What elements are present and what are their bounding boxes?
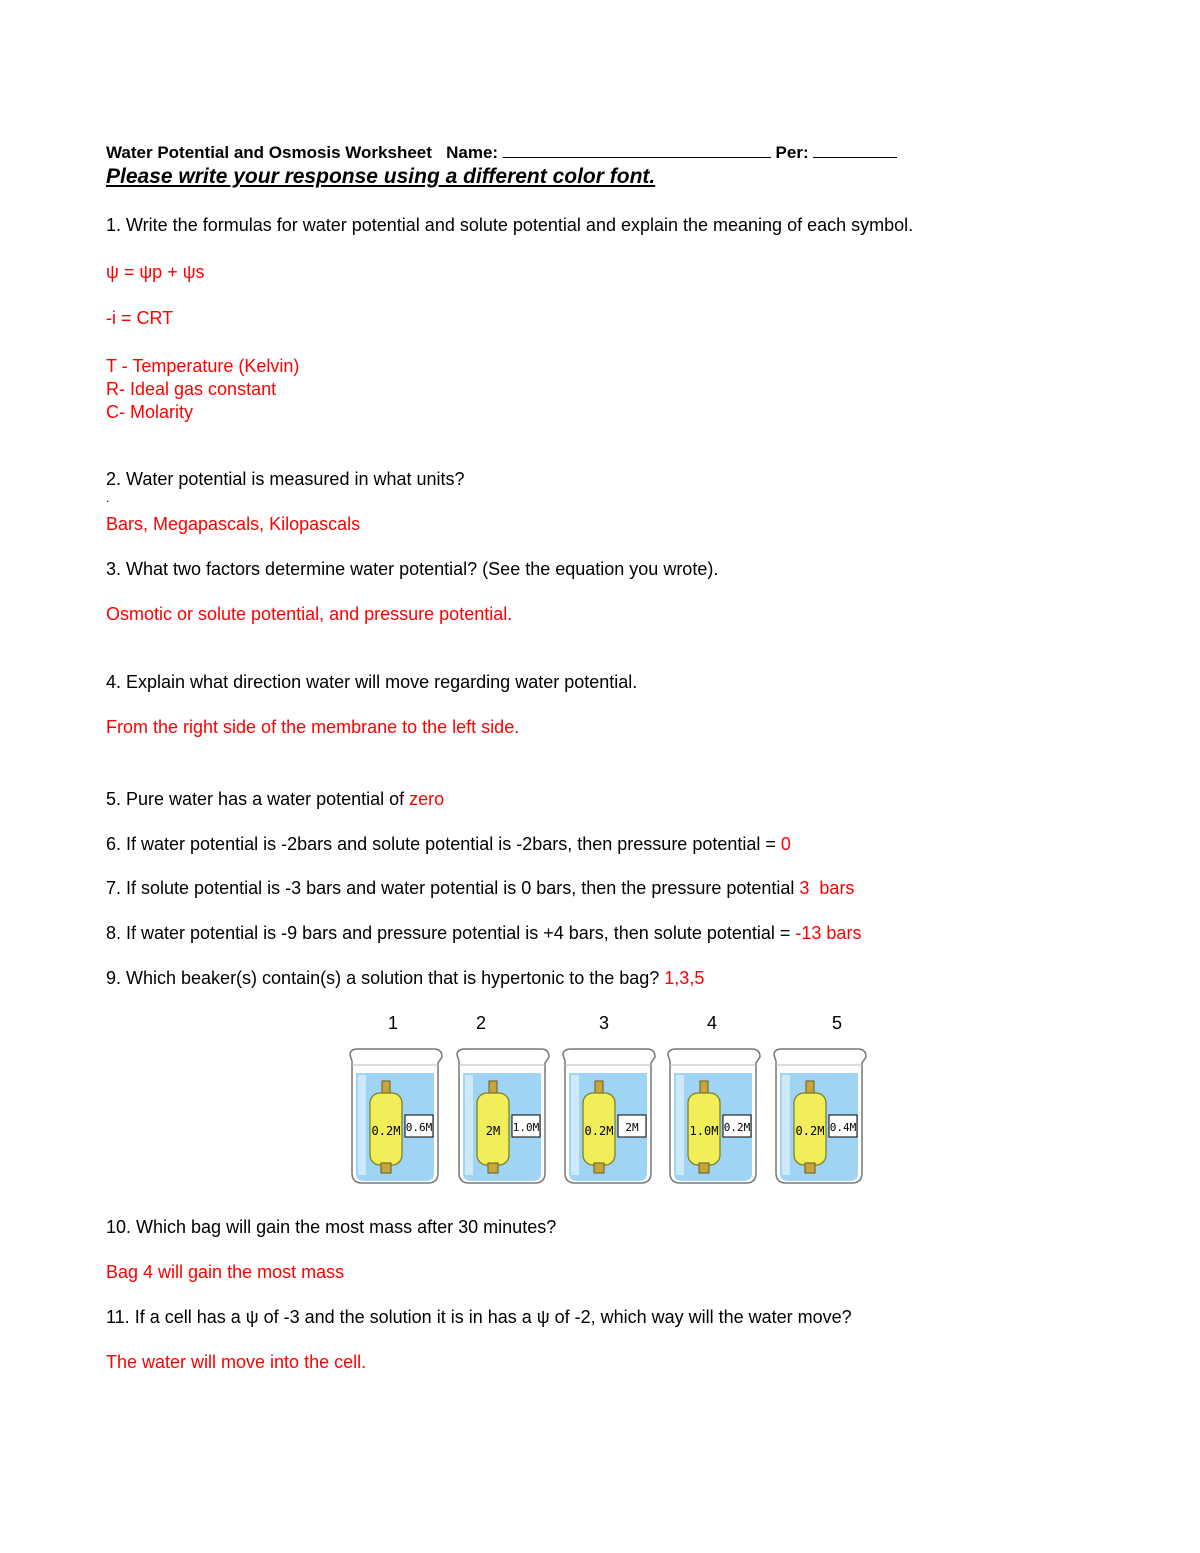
beaker-number-3: 3 <box>599 1013 610 1033</box>
answer-2: Bars, Megapascals, Kilopascals <box>106 514 361 534</box>
bag-bottom <box>381 1163 391 1173</box>
beaker-number-4: 4 <box>707 1013 718 1033</box>
solution-concentration: 0.2M <box>723 1121 751 1134</box>
question-11: 11. If a cell has a ψ of -3 and the solution it is in has a ψ of -2, which way will the water move? <box>106 1307 852 1327</box>
question-6: 6. If water potential is -2bars and solute potential is -2bars, then pressure potential = 0 <box>106 834 791 854</box>
bag-tie <box>806 1081 814 1093</box>
answer-3: Osmotic or solute potential, and pressure potential. <box>106 604 513 624</box>
beakers-svg <box>343 1045 868 1185</box>
answer-1-gas-constant: R- Ideal gas constant <box>106 379 277 399</box>
bag-tie <box>489 1081 497 1093</box>
bag-bottom <box>805 1163 815 1173</box>
solution-concentration: 2M <box>625 1121 639 1134</box>
beaker-number-2: 2 <box>476 1013 487 1033</box>
beaker-2 <box>457 1049 549 1183</box>
bag-tie <box>700 1081 708 1093</box>
solution-concentration: 0.6M <box>405 1121 433 1134</box>
question-7: 7. If solute potential is -3 bars and water potential is 0 bars, then the pressure potential 3 bars <box>106 878 855 898</box>
answer-9: 1,3,5 <box>664 968 705 988</box>
instruction-text: Please write your response using a different color font. <box>106 165 656 188</box>
solution-concentration: 0.4M <box>829 1121 857 1134</box>
beaker-highlight <box>358 1075 366 1175</box>
beakers-illustration <box>343 1045 868 1185</box>
answer-5: zero <box>409 789 445 809</box>
question-2: 2. Water potential is measured in what units? <box>106 469 465 489</box>
question-4: 4. Explain what direction water will move regarding water potential. <box>106 672 638 692</box>
question-10: 10. Which bag will gain the most mass after 30 minutes? <box>106 1217 557 1237</box>
period-label: Per: <box>775 143 809 162</box>
answer-11: The water will move into the cell. <box>106 1352 367 1372</box>
question-5: 5. Pure water has a water potential of zero <box>106 789 445 809</box>
bag-bottom <box>699 1163 709 1173</box>
question-1: 1. Write the formulas for water potential and solute potential and explain the meaning of each symbol. <box>106 215 914 235</box>
beaker-1 <box>350 1049 442 1183</box>
bag-concentration: 0.2M <box>795 1124 825 1138</box>
period-blank[interactable] <box>813 143 897 158</box>
answer-6: 0 <box>780 834 791 854</box>
bag-concentration: 2M <box>485 1124 501 1138</box>
question-2-dot: . <box>106 491 110 505</box>
bag-concentration: 0.2M <box>584 1124 614 1138</box>
name-blank[interactable] <box>503 143 771 158</box>
beaker-highlight <box>676 1075 684 1175</box>
answer-10: Bag 4 will gain the most mass <box>106 1262 345 1282</box>
beaker-5 <box>774 1049 866 1183</box>
name-label: Name: <box>446 143 499 162</box>
question-9: 9. Which beaker(s) contain(s) a solution that is hypertonic to the bag? 1,3,5 <box>106 968 705 988</box>
beaker-highlight <box>465 1075 473 1175</box>
answer-1-formula-solute: -i = CRT <box>106 308 174 328</box>
beaker-3 <box>563 1049 655 1183</box>
worksheet-title: Water Potential and Osmosis Worksheet <box>106 143 432 162</box>
answer-1-molarity: C- Molarity <box>106 402 194 422</box>
answer-1-temperature: T - Temperature (Kelvin) <box>106 356 300 376</box>
worksheet-header <box>106 142 897 164</box>
answer-7: 3 bars <box>799 878 855 898</box>
bag-concentration: 1.0M <box>689 1124 719 1138</box>
bag-bottom <box>594 1163 604 1173</box>
beaker-highlight <box>571 1075 579 1175</box>
answer-4: From the right side of the membrane to the left side. <box>106 717 520 737</box>
beaker-number-5: 5 <box>832 1013 843 1033</box>
bag-tie <box>595 1081 603 1093</box>
question-8: 8. If water potential is -9 bars and pressure potential is +4 bars, then solute potential = -13 bars <box>106 923 862 943</box>
answer-8: -13 bars <box>795 923 862 943</box>
beaker-number-1: 1 <box>388 1013 399 1033</box>
beaker-4 <box>668 1049 760 1183</box>
bag-bottom <box>488 1163 498 1173</box>
beaker-highlight <box>782 1075 790 1175</box>
question-3: 3. What two factors determine water potential? (See the equation you wrote). <box>106 559 719 579</box>
solution-concentration: 1.0M <box>512 1121 540 1134</box>
answer-1-formula-water: ψ = ψp + ψs <box>106 262 205 282</box>
bag-tie <box>382 1081 390 1093</box>
bag-concentration: 0.2M <box>371 1124 401 1138</box>
